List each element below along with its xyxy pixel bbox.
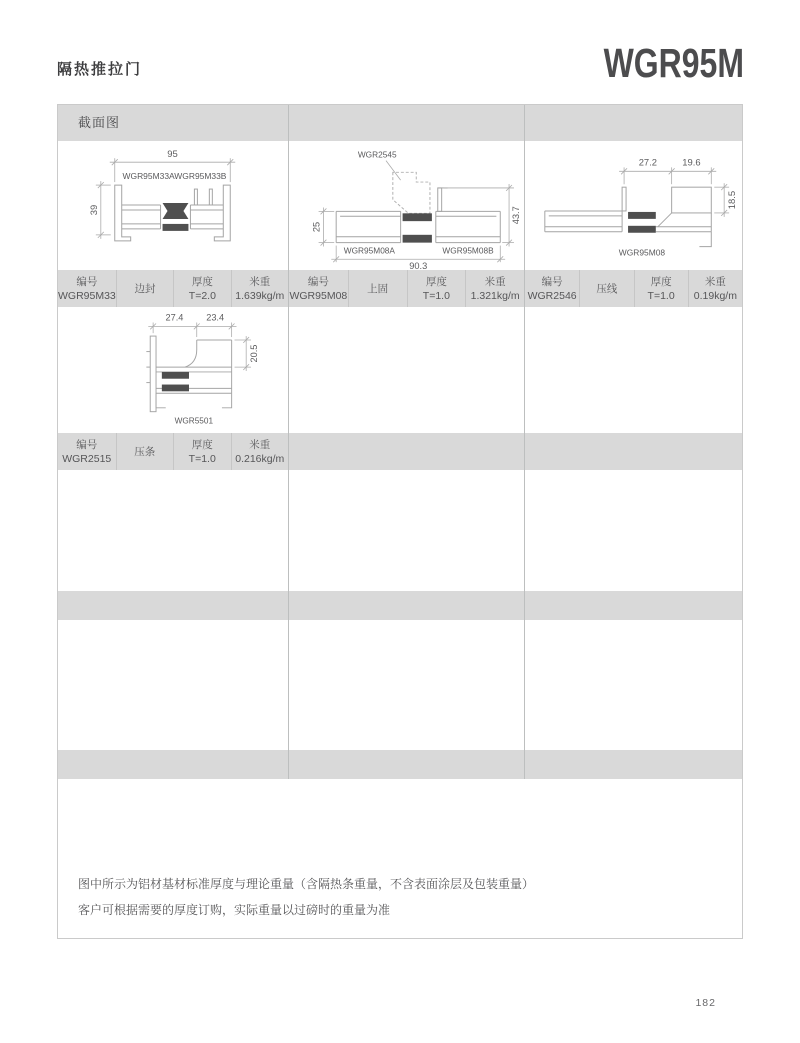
thickness-value: T=2.0	[188, 289, 216, 302]
dim-19-6: 19.6	[682, 156, 701, 168]
note-line-2: 客户可根据需要的厚度订购，实际重量以过磅时的重量为准	[78, 903, 391, 917]
dim-20-5: 20.5	[248, 344, 259, 363]
spec-cell-weight	[231, 433, 289, 470]
code-label: 编号	[307, 275, 329, 288]
spec-row-1	[58, 270, 742, 307]
code-label: 编号	[76, 275, 98, 288]
label-wgr2545: WGR2545	[357, 149, 397, 160]
profile-name: 边封	[134, 282, 156, 295]
drawing-wgr2546	[524, 141, 742, 270]
spec-cell-code	[525, 270, 579, 307]
spec-cell-name	[348, 270, 407, 307]
thickness-value: T=1.0	[188, 452, 216, 465]
dim-90-3: 90.3	[409, 260, 428, 269]
spec-cell-empty	[58, 750, 288, 779]
model-code: WGR95M	[603, 40, 744, 86]
page-header	[57, 40, 744, 96]
spec-cell-name	[116, 270, 173, 307]
note-line-1: 图中所示为铝材基材标准厚度与理论重量（含隔热条重量，不含表面涂层及包装重量）	[78, 877, 535, 891]
drawing-wgr95m08	[288, 141, 524, 270]
label-wgr95m33a: WGR95M33A	[122, 171, 175, 182]
label-wgr95m08: WGR95M08	[618, 247, 666, 258]
drawing-cell-empty	[524, 620, 742, 750]
spec-cell-code	[58, 270, 116, 307]
weight-label: 米重	[704, 275, 726, 288]
drawing-cell-empty	[288, 307, 524, 433]
spec-cell-empty	[58, 591, 288, 620]
thickness-label: 厚度	[650, 275, 672, 288]
notes-block	[58, 779, 742, 923]
thickness-value: T=1.0	[647, 289, 675, 302]
note-row	[58, 779, 742, 938]
dim-43-7: 43.7	[510, 205, 521, 224]
spec-cell-empty	[524, 750, 742, 779]
drawing-wgr2515	[58, 307, 288, 433]
page-title: 隔热推拉门	[57, 61, 143, 78]
weight-value: 1.321kg/m	[470, 289, 520, 302]
code-value: WGR95M08	[289, 289, 348, 302]
weight-value: 0.19kg/m	[693, 289, 737, 302]
spec-cell-weight	[231, 270, 288, 307]
thickness-label: 厚度	[425, 275, 447, 288]
code-label: 编号	[76, 438, 98, 451]
spec-cell-thickness	[634, 270, 688, 307]
drawing-row-2	[58, 307, 742, 433]
section-table	[57, 104, 743, 939]
spec-cell-weight	[688, 270, 742, 307]
spec-cell-empty	[288, 591, 524, 620]
label-wgr5501: WGR5501	[174, 416, 214, 426]
label-wgr95m33b: WGR95M33B	[174, 171, 227, 182]
drawing-cell-empty	[58, 470, 288, 591]
spec-row-empty-2	[58, 750, 742, 779]
header-band-col2	[288, 105, 524, 141]
code-label: 编号	[541, 275, 563, 288]
thickness-label: 厚度	[191, 438, 213, 451]
profile-section-drawing-1	[58, 141, 288, 270]
profile-section-drawing-4	[58, 307, 288, 433]
spec-cell-code	[289, 270, 348, 307]
dim-39: 39	[88, 204, 100, 216]
profile-name: 上固	[367, 282, 389, 295]
profile-section-drawing-2	[289, 143, 524, 269]
profile-section-drawing-3	[525, 141, 742, 270]
spec-cell-empty	[524, 433, 742, 470]
thickness-value: T=1.0	[422, 289, 450, 302]
spec-cell-name	[579, 270, 633, 307]
spec-group-wgr95m08	[288, 270, 524, 307]
spec-row-empty-1	[58, 591, 742, 620]
spec-cell-empty	[288, 433, 524, 470]
thickness-label: 厚度	[191, 275, 213, 288]
drawing-cell-empty	[58, 620, 288, 750]
drawing-row-3	[58, 470, 742, 591]
spec-cell-thickness	[173, 433, 231, 470]
weight-value: 1.639kg/m	[235, 289, 285, 302]
spec-group-wgr2546	[524, 270, 742, 307]
spec-cell-thickness	[173, 270, 230, 307]
page-number: 182	[695, 997, 716, 1009]
table-header-band	[58, 105, 742, 141]
spec-cell-empty	[288, 750, 524, 779]
weight-label: 米重	[249, 438, 271, 451]
drawing-wgr95m33	[58, 141, 288, 270]
label-wgr95m08a: WGR95M08A	[343, 244, 395, 255]
profile-name: 压条	[134, 445, 156, 458]
drawing-cell-empty	[288, 620, 524, 750]
dim-18-5: 18.5	[726, 190, 738, 210]
drawing-row-1	[58, 141, 742, 270]
weight-label: 米重	[484, 275, 506, 288]
drawing-cell-empty	[524, 307, 742, 433]
section-header: 截面图	[78, 115, 121, 130]
dim-23-4: 23.4	[206, 312, 225, 323]
spec-cell-code	[58, 433, 116, 470]
drawing-cell-empty	[288, 470, 524, 591]
spec-cell-name	[116, 433, 174, 470]
spec-cell-thickness	[407, 270, 466, 307]
dim-25: 25	[311, 221, 322, 232]
drawing-row-4	[58, 620, 742, 750]
code-value: WGR95M33	[58, 289, 116, 302]
header-band-col3	[524, 105, 742, 141]
spec-cell-weight	[465, 270, 524, 307]
label-wgr95m08b: WGR95M08B	[442, 244, 494, 255]
dim-95: 95	[167, 149, 178, 161]
code-value: WGR2546	[527, 289, 577, 302]
weight-label: 米重	[249, 275, 271, 288]
dim-27-4: 27.4	[165, 312, 184, 323]
drawing-cell-empty	[524, 470, 742, 591]
dim-27-2: 27.2	[638, 156, 658, 168]
spec-row-2	[58, 433, 742, 470]
spec-group-wgr2515	[58, 433, 288, 470]
weight-value: 0.216kg/m	[235, 452, 285, 465]
profile-name: 压线	[596, 282, 618, 295]
code-value: WGR2515	[62, 452, 112, 465]
spec-cell-empty	[524, 591, 742, 620]
spec-group-wgr95m33	[58, 270, 288, 307]
